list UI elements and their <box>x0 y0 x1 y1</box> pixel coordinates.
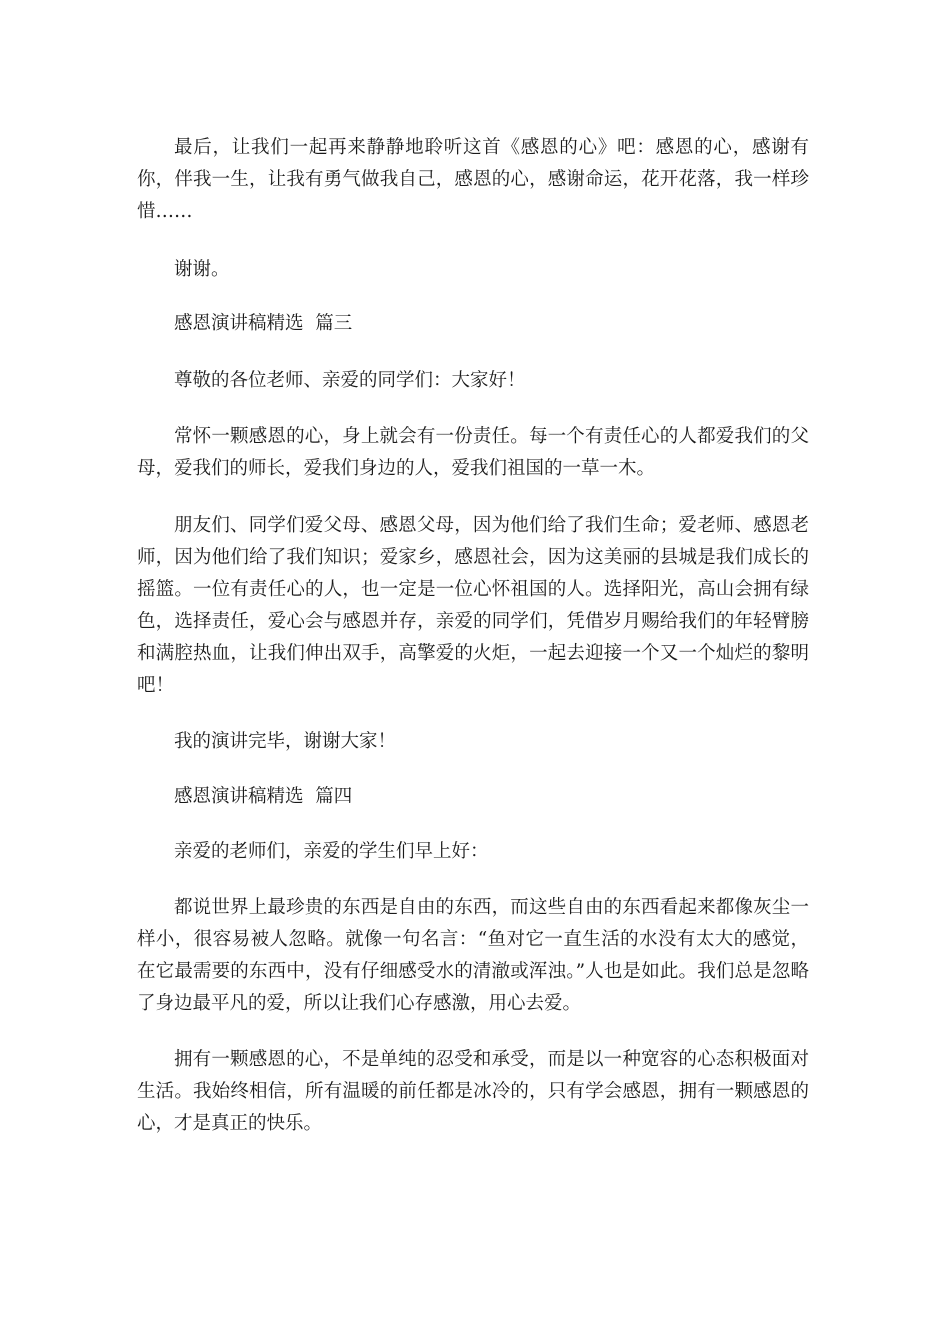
paragraph-free-things: 都说世界上最珍贵的东西是自由的东西，而这些自由的东西看起来都像灰尘一样小，很容易被人忽略。就像一句名言：“鱼对它一直生活的水没有太大的感觉，在它最需要的东西中，没有仔细感受水的清澈或浑浊。”人也是如此。我们总是忽略了身边最平凡的爱，所以让我们心存感激，用心去爱。 <box>137 897 809 1014</box>
paragraph-responsibility: 常怀一颗感恩的心，身上就会有一份责任。每一个有责任心的人都爱我们的父母，爱我们的师长，爱我们身边的人，爱我们祖国的一草一木。 <box>137 426 809 479</box>
paragraph-speech-end: 我的演讲完毕，谢谢大家！ <box>174 731 397 752</box>
section-heading-part-three: 感恩演讲稿精选 篇三 <box>174 313 353 334</box>
section-heading-part-four: 感恩演讲稿精选 篇四 <box>174 786 353 807</box>
paragraph-greeting: 尊敬的各位老师、亲爱的同学们：大家好！ <box>174 370 526 391</box>
paragraph-closing-song: 最后，让我们一起再来静静地聆听这首《感恩的心》吧：感恩的心，感谢有你，伴我一生，让我有勇气做我自己，感恩的心，感谢命运，花开花落，我一样珍惜…… <box>137 137 809 222</box>
paragraph-gratitude-parents: 朋友们、同学们爱父母、感恩父母，因为他们给了我们生命；爱老师、感恩老师，因为他们给了我们知识；爱家乡，感恩社会，因为这美丽的县城是我们成长的摇篮。一位有责任心的人，也一定是一位心怀祖国的人。选择阳光，高山会拥有绿色，选择责任，爱心会与感恩并存，亲爱的同学们，凭借岁月赐给我们的年轻臂膀和满腔热血，让我们伸出双手，高擎爱的火炬，一起去迎接一个又一个灿烂的黎明吧！ <box>137 515 809 696</box>
paragraph-grateful-heart: 拥有一颗感恩的心，不是单纯的忍受和承受，而是以一种宽容的心态积极面对生活。我始终相信，所有温暖的前任都是冰冷的，只有学会感恩，拥有一颗感恩的心，才是真正的快乐。 <box>137 1049 809 1134</box>
paragraph-greeting-2: 亲爱的老师们，亲爱的学生们早上好： <box>174 841 489 862</box>
paragraph-thanks: 谢谢。 <box>174 259 230 280</box>
